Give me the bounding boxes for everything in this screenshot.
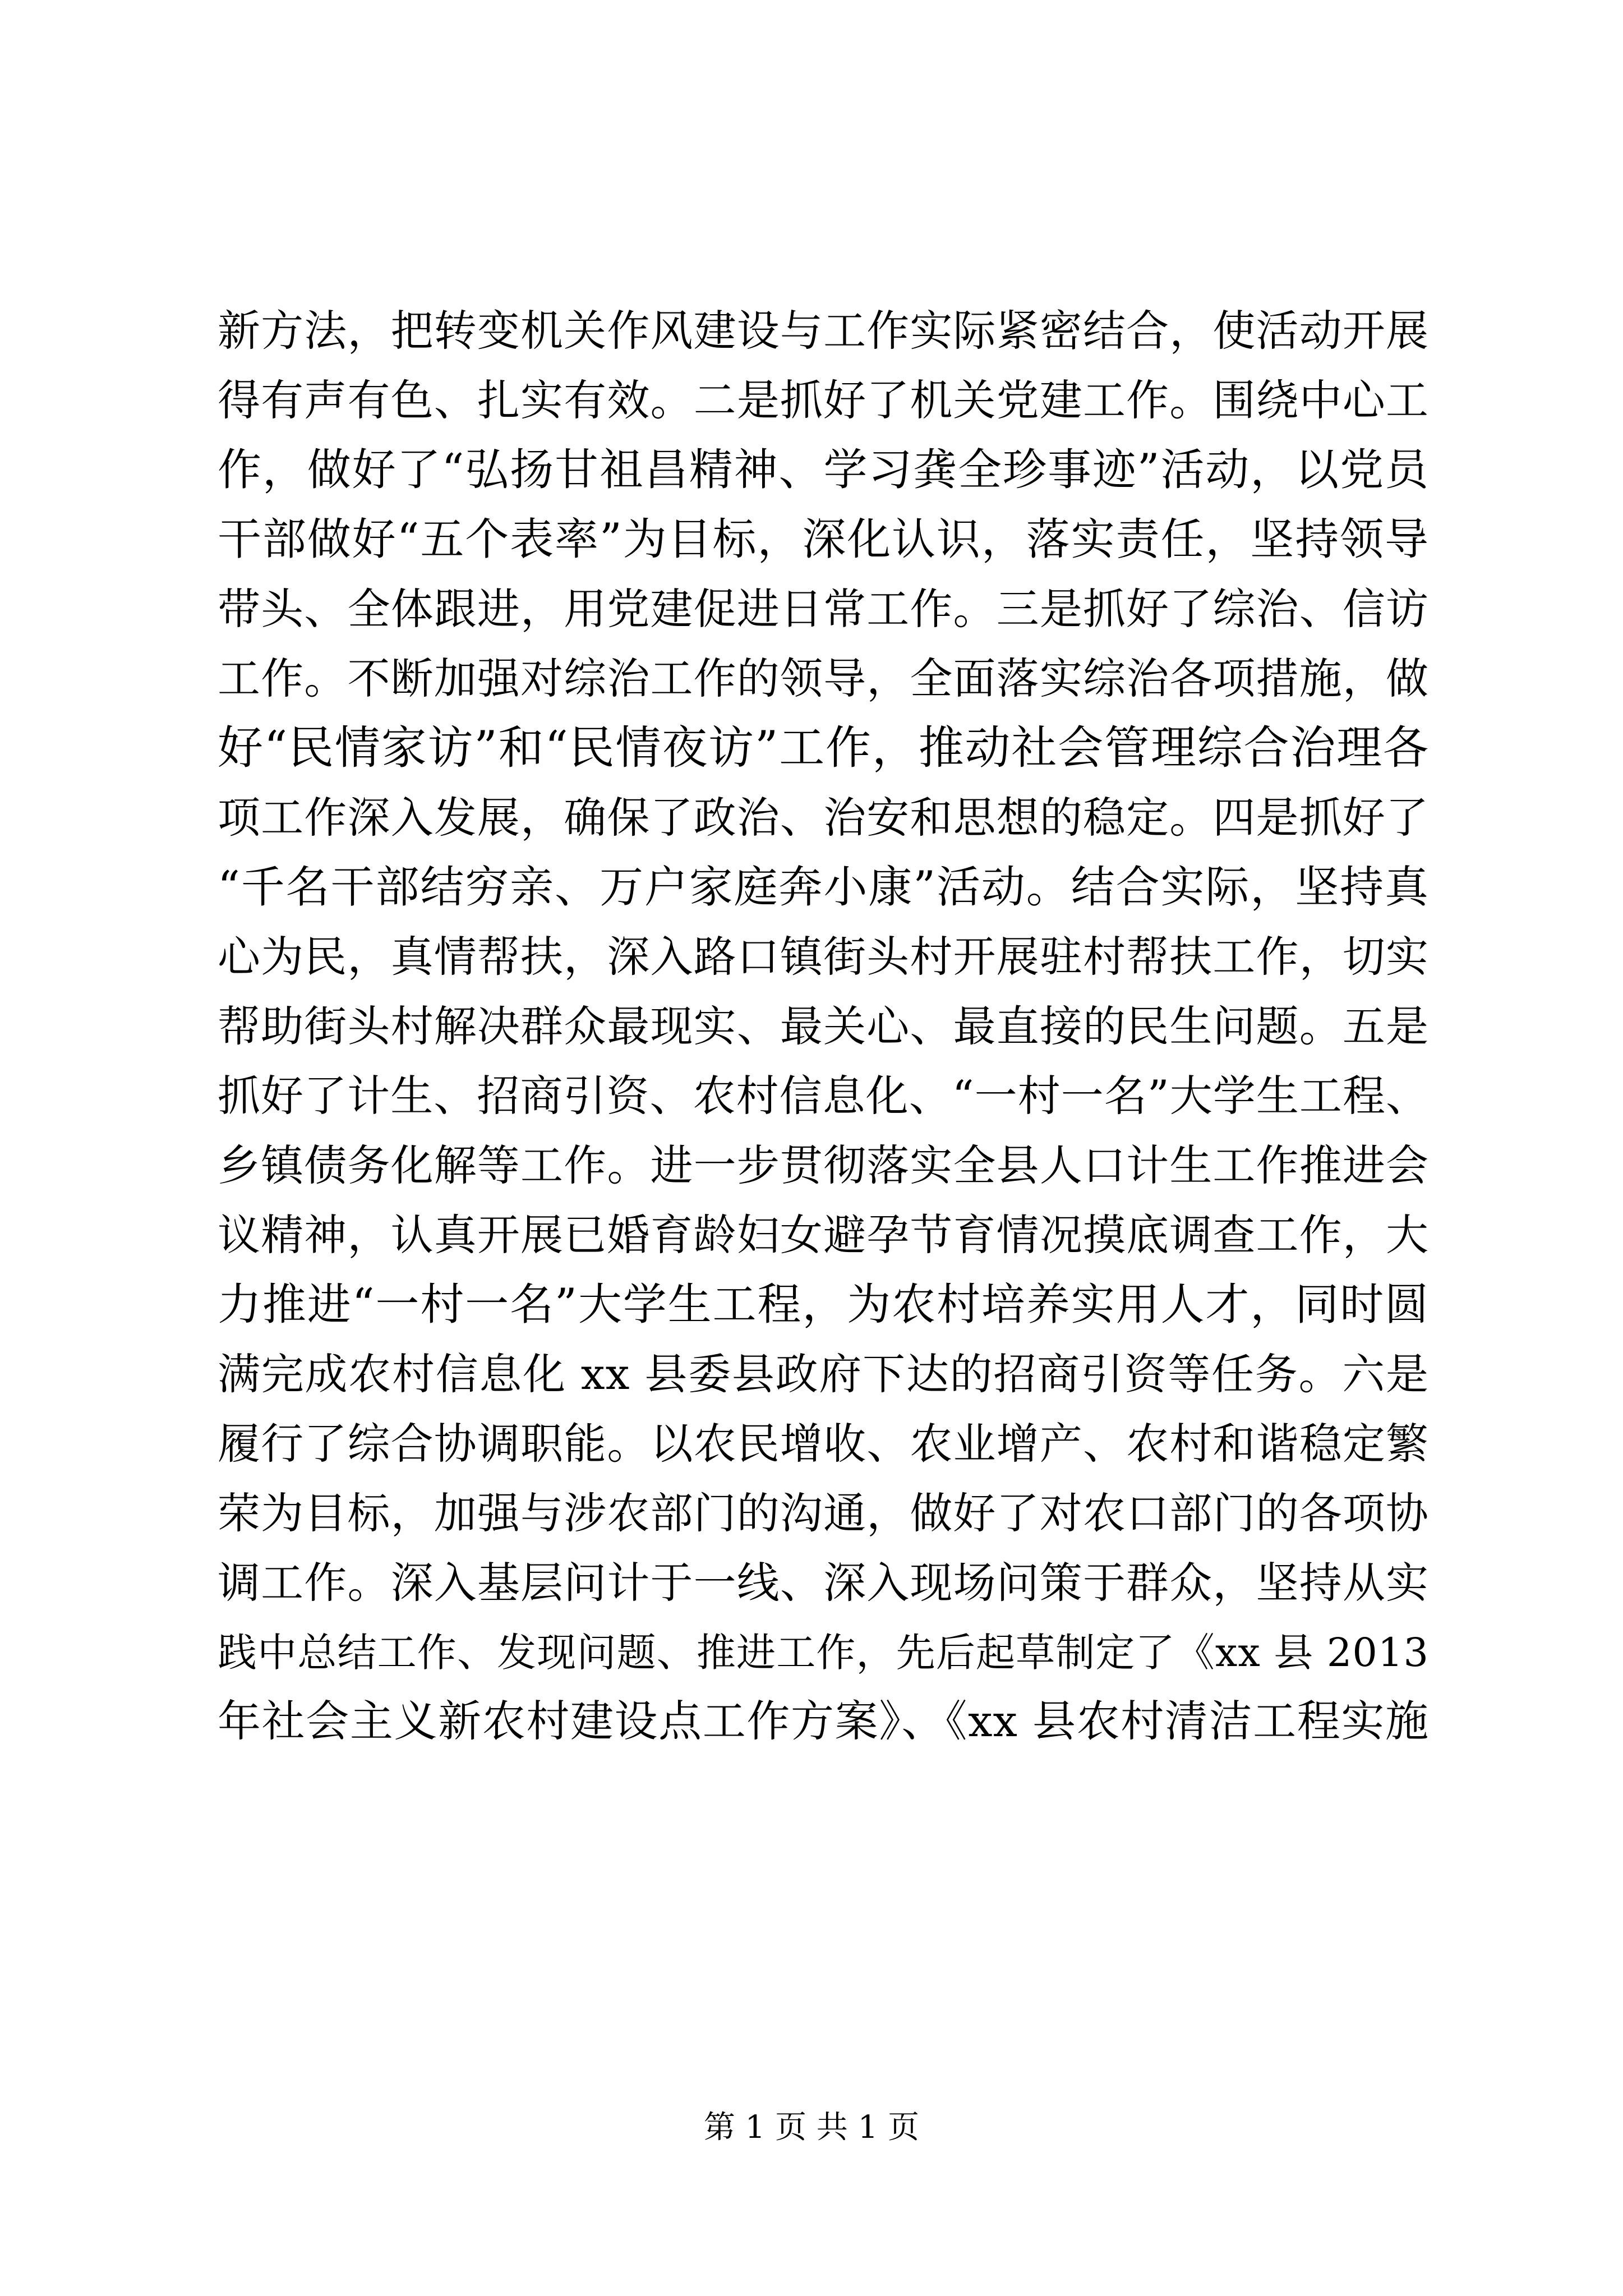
text-line: 议精神，认真开展已婚育龄妇女避孕节育情况摸底调查工作，大 [218,1210,1429,1260]
text-line: 新方法，把转变机关作风建设与工作实际紧密结合，使活动开展 [218,306,1429,356]
text-line: 带头、全体跟进，用党建促进日常工作。三是抓好了综治、信访 [218,584,1429,634]
text-line: 力推进“一村一名”大学生工程，为农村培养实用人才，同时圆 [218,1280,1429,1330]
text-line: 履行了综合协调职能。以农民增收、农业增产、农村和谐稳定繁 [218,1419,1429,1469]
text-line: 心为民，真情帮扶，深入路口镇街头村开展驻村帮扶工作，切实 [218,932,1429,982]
text-line: “千名干部结穷亲、万户家庭奔小康”活动。结合实际，坚持真 [218,862,1429,913]
text-line: 好“民情家访”和“民情夜访”工作，推动社会管理综合治理各 [218,722,1429,775]
body-text [218,296,1429,1757]
text-line: 帮助街头村解决群众最现实、最关心、最直接的民生问题。五是 [218,1001,1429,1051]
text-line: 调工作。深入基层问计于一线、深入现场问策于群众，坚持从实 [218,1558,1429,1608]
text-line: 项工作深入发展，确保了政治、治安和思想的稳定。四是抓好了 [218,793,1429,843]
text-line: 作，做好了“弘扬甘祖昌精神、学习龚全珍事迹”活动，以党员 [218,445,1429,495]
text-line: 荣为目标，加强与涉农部门的沟通，做好了对农口部门的各项协 [218,1488,1429,1538]
text-line: 年社会主义新农村建设点工作方案》、《xx 县农村清洁工程实施 [218,1697,1429,1747]
text-line: 得有声有色、扎实有效。二是抓好了机关党建工作。围绕中心工 [218,375,1429,425]
text-line: 干部做好“五个表率”为目标，深化认识，落实责任，坚持领导 [218,514,1429,565]
text-line: 抓好了计生、招商引资、农村信息化、“一村一名”大学生工程、 [218,1071,1429,1121]
text-line: 乡镇债务化解等工作。进一步贯彻落实全县人口计生工作推进会 [218,1140,1429,1190]
text-line: 工作。不断加强对综治工作的领导，全面落实综治各项措施，做 [218,654,1429,703]
page-number-footer: 第 1 页 共 1 页 [703,2109,920,2146]
text-line: 践中总结工作、发现问题、推进工作，先后起草制定了《xx 县 2013 [218,1630,1429,1676]
text-line: 满完成农村信息化 xx 县委县政府下达的招商引资等任务。六是 [218,1349,1429,1399]
